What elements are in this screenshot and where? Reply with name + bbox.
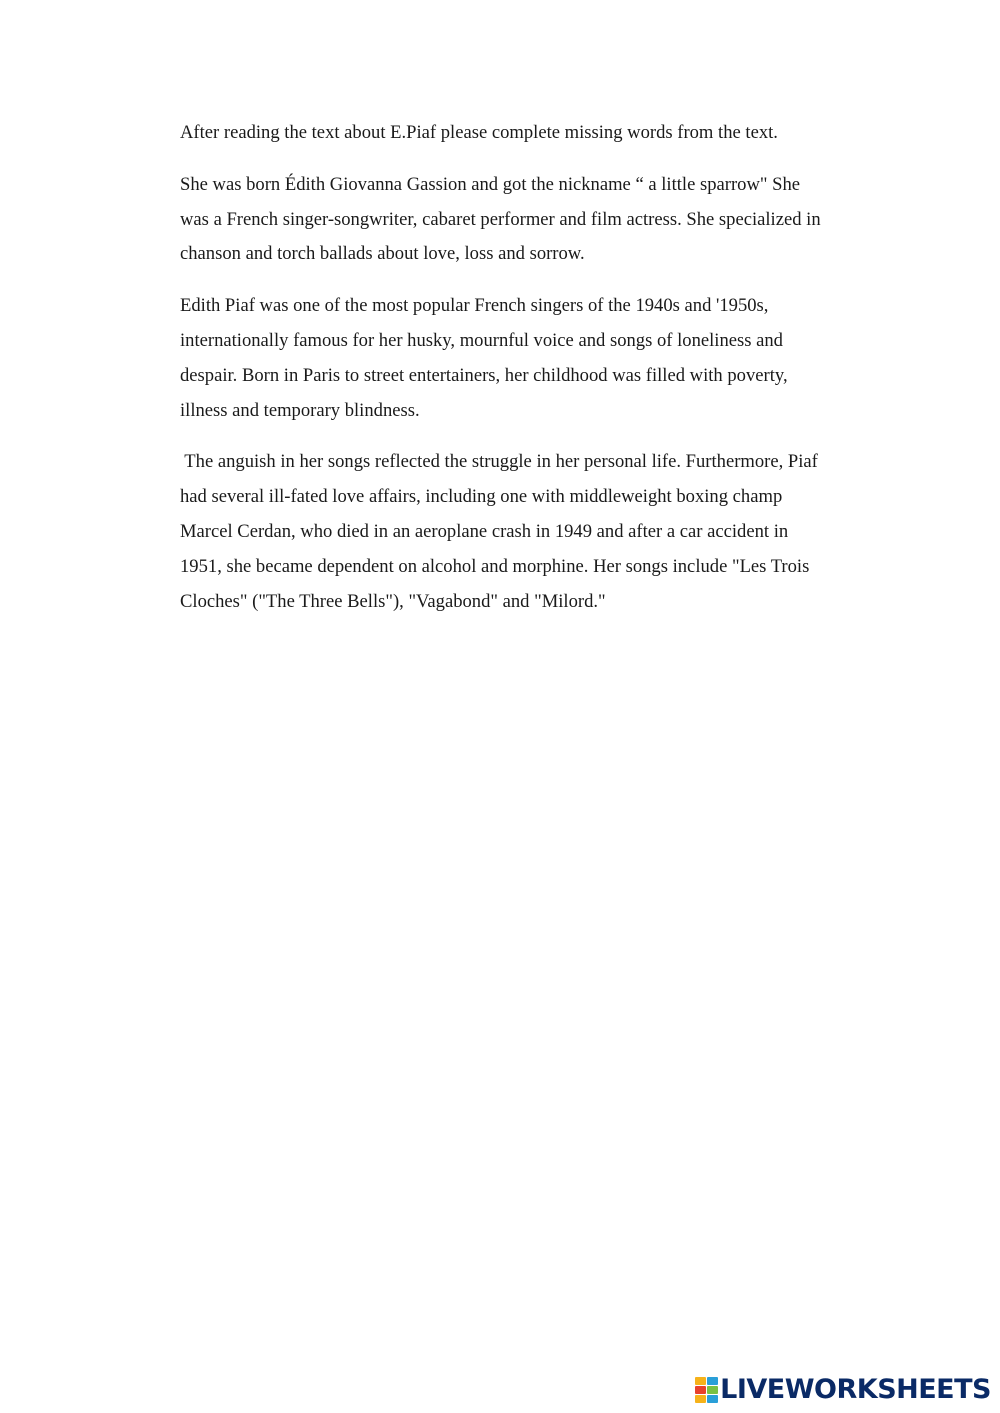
text-line: 1951, she became dependent on alcohol and morphine. Her songs include "Les Trois (180, 555, 810, 577)
instruction-text (180, 116, 880, 151)
logo-tile (695, 1377, 706, 1385)
text-line: was a French singer-songwriter, cabaret performer and film actress. She specialized in (180, 208, 821, 230)
text-line: Edith Piaf was one of the most popular French singers of the 1940s and '1950s, (180, 295, 769, 317)
paragraph-3 (180, 445, 880, 619)
paragraph-2 (180, 289, 880, 428)
text-line: Cloches" ("The Three Bells"), "Vagabond" and "Milord." (180, 590, 606, 612)
paragraph-1 (180, 168, 880, 272)
text-line: Marcel Cerdan, who died in an aeroplane crash in 1949 and after a car accident in (180, 520, 789, 542)
logo-tile (695, 1386, 706, 1394)
text-line: She was born Édith Giovanna Gassion and got the nickname “ a little sparrow" She (180, 173, 801, 195)
logo-tile (707, 1395, 718, 1403)
liveworksheets-logo[interactable] (695, 1375, 991, 1405)
text-line: had several ill-fated love affairs, including one with middleweight boxing champ (180, 486, 783, 508)
text-line: internationally famous for her husky, mournful voice and songs of loneliness and (180, 329, 783, 351)
logo-text: LIVEWORKSHEETS (720, 1374, 991, 1405)
text-line: despair. Born in Paris to street entertainers, her childhood was filled with poverty, (180, 364, 788, 386)
text-line: The anguish in her songs reflected the struggle in her personal life. Furthermore, Piaf (180, 451, 818, 473)
logo-tile (707, 1377, 718, 1385)
text-line: illness and temporary blindness. (180, 399, 420, 421)
text-line: chanson and torch ballads about love, loss and sorrow. (180, 243, 585, 265)
logo-tile (695, 1395, 706, 1403)
logo-tile (707, 1386, 718, 1394)
instruction-line: After reading the text about E.Piaf please complete missing words from the text. (180, 122, 778, 143)
liveworksheets-logo-icon (695, 1377, 717, 1403)
worksheet-content (180, 116, 880, 636)
